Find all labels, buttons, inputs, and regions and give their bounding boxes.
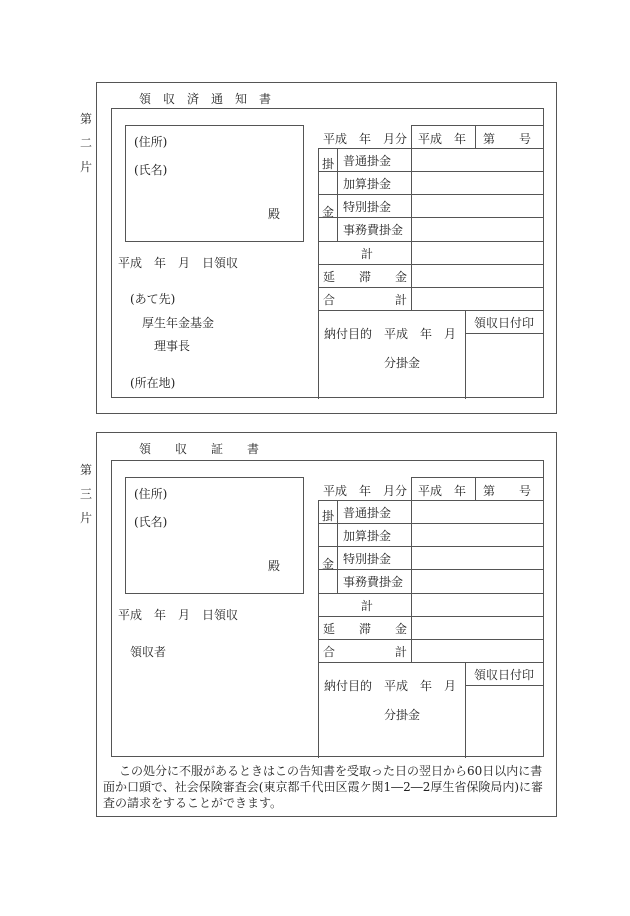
year-header: 平成 年 bbox=[418, 484, 467, 498]
total-label: 合 計 bbox=[323, 293, 408, 307]
subtotal-label: 計 bbox=[361, 599, 374, 613]
payment-purpose: 納付目的 平成 年 月 bbox=[324, 327, 457, 341]
number-header: 第 号 bbox=[483, 132, 532, 146]
table-rule bbox=[318, 171, 543, 172]
side-char: 第 bbox=[80, 112, 93, 126]
table-rule bbox=[318, 500, 319, 758]
address-box bbox=[125, 477, 304, 594]
side-label bbox=[80, 461, 94, 533]
payment-purpose: 納付目的 平成 年 月 bbox=[324, 679, 457, 693]
premium-row-label: 加算掛金 bbox=[343, 529, 392, 543]
table-rule bbox=[465, 310, 466, 399]
address-label: (住所) bbox=[134, 487, 168, 501]
table-rule bbox=[318, 593, 543, 594]
table-rule bbox=[318, 264, 543, 265]
appeal-notice: この処分に不服があるときはこの告知書を受取った日の翌日から60日以内に書面か口頭で、社会保険審査会(東京都千代田区霞ケ関1―2―2厚生省保険局内)に審査の請求をすることができます。 bbox=[103, 764, 544, 810]
table-rule bbox=[318, 148, 543, 149]
premium-row-label: 事務費掛金 bbox=[343, 575, 404, 589]
section-title: 領 収 証 書 bbox=[139, 442, 260, 456]
number-header: 第 号 bbox=[483, 484, 532, 498]
table-rule bbox=[318, 546, 543, 547]
side-char: 片 bbox=[80, 511, 93, 525]
table-rule bbox=[411, 477, 543, 478]
table-rule bbox=[318, 241, 543, 242]
table-rule bbox=[465, 662, 466, 758]
name-label: (氏名) bbox=[134, 515, 168, 529]
table-rule bbox=[318, 569, 543, 570]
section-title: 領 収 済 通 知 書 bbox=[139, 92, 272, 106]
received-date: 平成 年 月 日領収 bbox=[118, 608, 239, 622]
table-rule bbox=[318, 616, 543, 617]
location-label: (所在地) bbox=[130, 376, 176, 390]
address-label: (住所) bbox=[134, 135, 168, 149]
side-char: 三 bbox=[80, 487, 93, 501]
payment-purpose-suffix: 分掛金 bbox=[384, 708, 421, 722]
premium-row-label: 特別掛金 bbox=[343, 200, 392, 214]
table-rule bbox=[337, 148, 338, 241]
table-rule bbox=[318, 500, 543, 501]
table-rule bbox=[318, 662, 543, 663]
period-header: 平成 年 月分 bbox=[323, 132, 408, 146]
late-fee-label: 延 滞 金 bbox=[323, 622, 408, 636]
premium-label: 掛 bbox=[322, 157, 335, 171]
premium-label: 掛 bbox=[322, 509, 335, 523]
total-label: 合 計 bbox=[323, 645, 408, 659]
address-box bbox=[125, 125, 304, 242]
period-header: 平成 年 月分 bbox=[323, 484, 408, 498]
table-rule bbox=[475, 477, 476, 500]
receiver-label: 領収者 bbox=[130, 645, 167, 659]
table-rule bbox=[411, 125, 543, 126]
honorific: 殿 bbox=[268, 207, 281, 221]
honorific: 殿 bbox=[268, 559, 281, 573]
subtotal-label: 計 bbox=[361, 247, 374, 261]
side-char: 片 bbox=[80, 160, 93, 174]
table-rule bbox=[318, 639, 543, 640]
side-char: 第 bbox=[80, 463, 93, 477]
form-box bbox=[111, 460, 544, 757]
premium-row-label: 事務費掛金 bbox=[343, 223, 404, 237]
table-rule bbox=[465, 333, 543, 334]
receipt-stamp-label: 領収日付印 bbox=[474, 316, 535, 330]
side-char: 二 bbox=[80, 136, 93, 150]
addressee-label: (あて先) bbox=[130, 292, 176, 306]
premium-row-label: 普通掛金 bbox=[343, 506, 392, 520]
table-rule bbox=[318, 287, 543, 288]
table-rule bbox=[318, 217, 543, 218]
premium-label: 金 bbox=[322, 557, 335, 571]
payment-purpose-suffix: 分掛金 bbox=[384, 356, 421, 370]
receipt-section bbox=[96, 432, 557, 817]
table-rule bbox=[337, 500, 338, 593]
late-fee-label: 延 滞 金 bbox=[323, 270, 408, 284]
table-rule bbox=[318, 148, 319, 399]
receipt-notice-section bbox=[96, 82, 557, 414]
side-label bbox=[80, 110, 94, 182]
table-rule bbox=[318, 310, 543, 311]
receipt-stamp-label: 領収日付印 bbox=[474, 668, 535, 682]
received-date: 平成 年 月 日領収 bbox=[118, 256, 239, 270]
name-label: (氏名) bbox=[134, 163, 168, 177]
table-rule bbox=[318, 194, 543, 195]
fund-name: 厚生年金基金 bbox=[142, 316, 215, 330]
premium-row-label: 加算掛金 bbox=[343, 177, 392, 191]
table-rule bbox=[465, 685, 543, 686]
table-rule bbox=[318, 523, 543, 524]
director-label: 理事長 bbox=[154, 339, 191, 353]
table-rule bbox=[475, 125, 476, 148]
premium-row-label: 普通掛金 bbox=[343, 154, 392, 168]
premium-row-label: 特別掛金 bbox=[343, 552, 392, 566]
form-box bbox=[111, 108, 544, 398]
year-header: 平成 年 bbox=[418, 132, 467, 146]
premium-label: 金 bbox=[322, 205, 335, 219]
